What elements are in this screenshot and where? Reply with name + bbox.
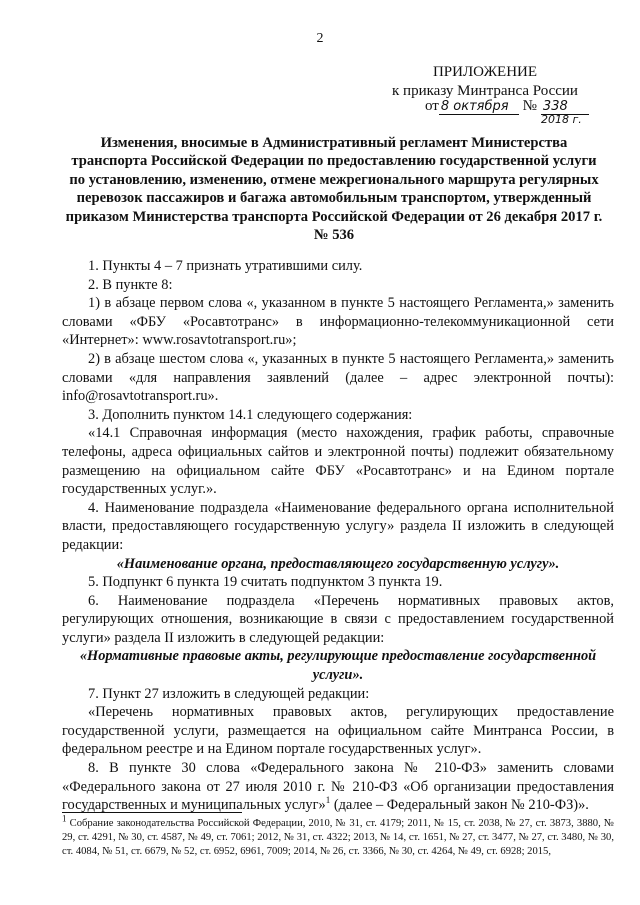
handwritten-date: 8 октября [439, 99, 519, 115]
paragraph-item-6-heading: «Нормативные правовые акты, регулирующие предоставление государственной услуги». [79, 648, 597, 684]
date-prefix: от [425, 98, 439, 114]
paragraph-item-7: 7. Пункт 27 изложить в следующей редакции: [88, 685, 370, 702]
document-body [62, 257, 614, 815]
footnote-text: Собрание законодательства Российской Федерации, 2010, № 31, ст. 4179; 2011, № 15, ст. 2038, № 27, ст. 3873, 3880, № 29, ст. 4291, № 30, ст. 4587, № 49, ст. 7061; 2012, № 31, ст. 4322; 2013, № 14, ст. 1651, № 27, ст. 3477, № 27, ст. 3480, № 30, ст. 4084, № 51, ст. 6679, № 52, ст. 6952, 6961, 7009; 2014, № 26, ст. 3366, № 30, ст. 4264, № 49, ст. 6928; 2015, [62, 818, 614, 857]
paragraph-item-2: 2. В пункте 8: [88, 276, 173, 293]
appendix-header [360, 63, 610, 101]
handwritten-number: 338 [541, 99, 589, 115]
paragraph-item-1: 1. Пункты 4 – 7 признать утратившими силу. [88, 258, 363, 274]
paragraph-item-4-heading: «Наименование органа, предоставляющего государственную услугу». [116, 555, 560, 572]
footnote-separator [62, 812, 242, 813]
appendix-reference: к приказу Минтранса России [392, 83, 578, 99]
footnote [62, 813, 614, 859]
paragraph-item-7-text: «Перечень нормативных правовых актов, регулирующих предоставление государственной услуги, размещается на официальном сайте Минтранса России, в федеральном реестре и на Едином портале государственных услуг». [62, 704, 614, 758]
paragraph-item-8-tail: (далее – Федеральный закон № 210-ФЗ)». [330, 797, 589, 814]
footnote-mark: 1 [62, 813, 67, 824]
page-number: 2 [316, 31, 324, 46]
paragraph-item-2-1: 1) в абзаце первом слова «, указанном в пункте 5 настоящего Регламента,» заменить словами «ФБУ «Росавтотранс» в информационно-телекоммуникационной сети «Интернет»: www.rosavtotransport.ru»; [62, 295, 614, 349]
paragraph-item-4: 4. Наименование подраздела «Наименование федерального органа исполнительной власти, предоставляющего государственную услугу» раздела II изложить в следующей редакции: [62, 499, 614, 553]
paragraph-item-3-text: «14.1 Справочная информация (место нахождения, график работы, справочные телефоны, адреса официальных сайтов и электронной почты) подлежит обязательному размещению на официальном сайте ФБУ «Росавтотранс» и на Едином портале государственных услуг.». [62, 425, 614, 498]
paragraph-item-6: 6. Наименование подраздела «Перечень нормативных правовых актов, регулирующих отношения, возникающие в связи с предоставлением государственной услуги» раздела II изложить в следующей редакции: [62, 592, 614, 646]
appendix-heading: ПРИЛОЖЕНИЕ [432, 64, 538, 80]
paragraph-item-3: 3. Дополнить пунктом 14.1 следующего содержания: [88, 406, 413, 423]
document-title: Изменения, вносимые в Административный регламент Министерства транспорта Российской Федерации по предоставлению государственной услуги по установлению, изменению, отмене межрегионального маршрута регулярных перевозок пассажиров и багажа автомобильным транспортом, утвержденный приказом Министерства транспорта Российской Федерации от 26 декабря 2017 г. № 536 [65, 135, 603, 244]
paragraph-item-8-text: 8. В пункте 30 слова «Федерального закона № 210-ФЗ» заменить словами «Федерального закона от 27 июля 2010 г. № 210-ФЗ «Об организации предоставления государственных и муниципальных услуг» [62, 760, 614, 814]
paragraph-item-8 [62, 759, 614, 815]
paragraph-item-5: 5. Подпункт 6 пункта 19 считать подпунктом 3 пункта 19. [88, 574, 443, 591]
handwritten-year: 2018 г. [541, 113, 582, 126]
footnote-ref: 1 [325, 795, 331, 806]
paragraph-item-2-2: 2) в абзаце шестом слова «, указанных в пункте 5 настоящего Регламента,» заменить словами «для направления заявлений (далее – адрес электронной почты): info@rosavtotransport.ru». [62, 350, 614, 405]
number-sign: № [522, 98, 537, 114]
